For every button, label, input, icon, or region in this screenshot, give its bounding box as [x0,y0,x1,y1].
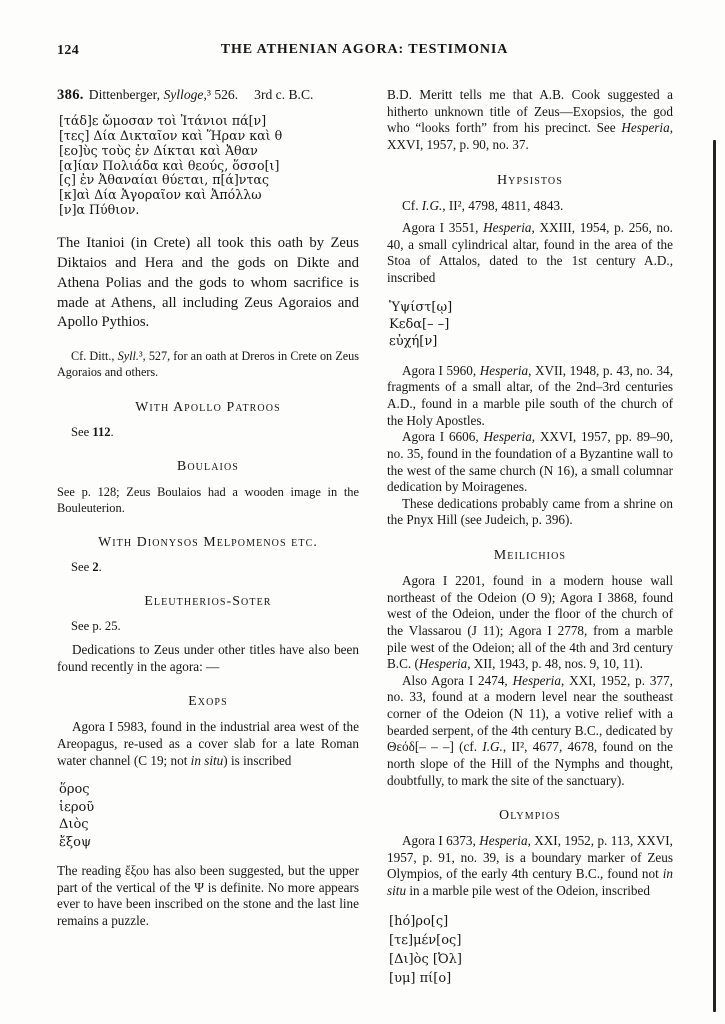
text-segment: ) is inscribed [223,752,292,768]
greek-line: ἔξοψ [59,834,92,850]
greek-line: [τες] Δία Δικταῖον καὶ Ἥραν καὶ θ [59,127,283,143]
text-segment: . [98,560,102,575]
text-segment: Hesperia [483,429,532,445]
section-heading-eleutherios-soter: Eleutherios-Soter [144,593,272,609]
section-heading-hypsistos: Hypsistos [497,171,563,187]
text-segment: , II², 4798, 4811, 4843. [442,197,564,213]
dedications-paragraph: Dedications to Zeus under other titles have also been found recently in the agora: — [57,642,359,674]
greek-line: ὅρος [59,782,90,798]
text-segment: Sylloge [163,87,204,102]
text-segment: Cf. [402,197,422,213]
exops-continuation-paragraph [387,87,673,154]
text-segment: 2 [92,560,99,575]
text-segment: Agora I 2201, found in a modern house wall northeast of the Odeion (O 9); Agora I 3868, found west of the Odeion, under the floor of the church of the Vlassarou (J 11); Agora I 2778, from a marble pile west of the Odeion; all of the 4th and 3rd century B.C. ( [387,573,673,672]
text-segment: Dittenberger, [88,87,164,102]
greek-line: [υμ] πί[ο] [389,971,452,987]
text-segment: , II², 4677, 4678, found on the north slope of the Hill of the Nymphs and thought, doubtfully, to mark the site of the sanctuary). [387,739,673,788]
section-heading-meilichios: Meilichios [493,547,567,563]
page-header [57,42,672,62]
section-heading-with-dionysos-melpomenos: With Dionysos Melpomenos etc. [98,534,318,550]
text-segment: I.G. [482,739,503,755]
text-segment: ³, 527, for an oath at Dreros in Crete on Zeus Agoraios and others. [57,349,360,380]
running-title: THE ATHENIAN AGORA: TESTIMONIA [220,42,509,57]
text-segment: , XXI, 1952, p. 113, XXVI, 1957, p. 91, no. 39, is a boundary marker of Zeus Olympios, of the early 4th century B.C., found not [387,833,673,882]
greek-line: ἱεροῦ [59,799,95,815]
text-segment: Hesperia [512,672,561,688]
page-number: 124 [57,43,80,58]
text-segment: in situ [190,752,224,768]
see-reference-eleutherios: See p. 25. [71,619,121,634]
text-segment: Cf. Ditt., [71,349,118,364]
text-segment: , XVII, 1948, p. 43, no. 34, fragments of a small altar, of the 2nd–3rd centuries A.D., found in a marble pile south of the church of the Holy Apostles. [387,362,673,428]
text-segment: 112 [92,424,111,439]
hypsistos-paragraph-4: These dedications probably came from a shrine on the Pnyx Hill (see Judeich, p. 396). [387,495,673,528]
cross-reference-note [57,349,359,381]
entry-date: 3rd c. B.C. [254,87,314,102]
text-segment: Hesperia [621,120,670,136]
entry-number: 386. [57,87,84,103]
text-segment: , XXIII, 1954, p. 256, no. 40, a small cylindrical altar, found in the area of the Stoa of Attalos, dated to the 1st century A.D., inscribed [387,220,673,285]
section-heading-olympios: Olympios [499,807,561,823]
hypsistos-paragraph-1 [387,220,673,287]
text-segment: Agora I 6373, [402,833,480,849]
olympios-paragraph-1 [387,833,673,900]
text-segment: Agora I 5960, [402,362,480,378]
text-columns [57,87,673,989]
translation-paragraph: The Itanioi (in Crete) all took this oath by Zeus Diktaios and Hera and the gods on Dikte and Athena Polias and the gods to whom sacrifice is made at Athens, all including Zeus Agoraios and Apollo Pythios. [57,235,359,331]
text-segment: B.D. Meritt tells me that A.B. Cook suggested a hitherto unknown title of Zeus—Exopsios, the god who “looks forth” from his precinct. See [387,87,673,136]
right-column [387,87,673,989]
greek-line: [Δι]ὸς [Ὀλ] [389,952,462,968]
greek-inscription-exops [59,781,359,851]
text-segment: , XII, 1943, p. 48, nos. 9, 10, 11). [467,656,643,672]
text-segment: Hesperia [418,656,468,672]
text-segment: Hesperia [483,220,532,236]
text-segment: ,³ 526. [203,87,239,102]
hypsistos-cf-line [387,198,673,215]
greek-line: [ς] ἐν Ἀθαναίαι θύεται, π[ά]ντας [59,172,269,188]
greek-line: [hό]ρο[ς] [389,913,449,929]
text-segment: in situ [387,866,673,899]
greek-line: [εο]ὺς τοὺς ἐν Δίκται καὶ Ἀθαν [59,142,258,158]
greek-line: εὐχή[ν] [389,334,438,350]
text-segment: Agora I 6606, [402,429,484,445]
entry-citation [89,87,238,102]
greek-line: [τάδ]ε ὤμοσαν τοὶ Ἰτάνιοι πά[ν] [59,113,267,128]
greek-line: [ν]α Πύθιον. [59,202,140,218]
greek-line: Κεδα[– –] [389,317,450,333]
greek-inscription-oath [59,114,359,218]
text-segment: Agora I 5983, found in the industrial area west of the Areopagus, re-used as a cover slab for a late Roman water channel (C 19; not [57,719,359,768]
greek-line: [τε]μέν[ος] [389,932,462,948]
section-heading-exops: Exops [188,693,228,709]
text-segment: Syll. [117,349,139,364]
meilichios-paragraph-2 [387,673,673,789]
scan-edge-line [713,140,716,1012]
greek-line: Διὸς [59,817,89,833]
text-segment: See [71,424,93,439]
text-segment: Agora I 3551, [402,220,484,236]
greek-inscription-hypsistos [389,299,673,351]
section-heading-with-apollo-patroos: With Apollo Patroos [135,398,281,414]
text-segment: . [110,424,114,439]
text-segment: , XXVI, 1957, pp. 89–90, no. 35, found in the foundation of a Byzantine wall to the west of the same church (N 16), a small columnar dedication by Moiragenes. [387,429,673,495]
entry-386-heading [57,87,359,104]
see-reference-dionysos [57,560,359,575]
hypsistos-paragraph-3 [387,429,673,496]
hypsistos-paragraph-2 [387,363,673,430]
text-segment: I.G. [421,197,443,213]
left-column [57,87,359,989]
section-heading-boulaios: Boulaios [177,457,239,473]
see-reference-apollo-patroos [57,425,359,440]
exops-paragraph-1 [57,719,359,769]
greek-line: [α]ίαν Πολιάδα καὶ θεούς, ὅσσο[ι] [59,157,280,173]
greek-line: [κ]αὶ Δία Ἀγοραῖον καὶ Ἀπόλλω [59,187,262,203]
greek-inscription-olympios [389,912,673,989]
boulaios-body: See p. 128; Zeus Boulaios had a wooden image in the Bouleuterion. [57,484,359,516]
text-segment: Also Agora I 2474, [402,672,513,688]
text-segment: Hesperia [479,362,529,378]
meilichios-paragraph-1 [387,573,673,673]
greek-line: Ὑψίστ[ῳ] [389,299,453,315]
text-segment: Hesperia [479,833,528,849]
text-segment: , XXI, 1952, p. 377, no. 33, found at a modern level near the southeast corner of the Odeion (N 11), a votive relief with a bearded serpent, of the 4th century B.C., dedicated by Θεόδ[– – –] (cf. [387,672,673,755]
text-segment: , XXVI, 1957, p. 90, no. 37. [387,120,673,152]
text-segment: See [71,560,93,575]
text-segment: in a marble pile west of the Odeion, inscribed [406,883,650,899]
exops-paragraph-2: The reading ἔξου has also been suggested, but the upper part of the vertical of the Ψ is definite. No more appears ever to have been inscribed on the stone and the last line remains a puzzle. [57,862,359,928]
